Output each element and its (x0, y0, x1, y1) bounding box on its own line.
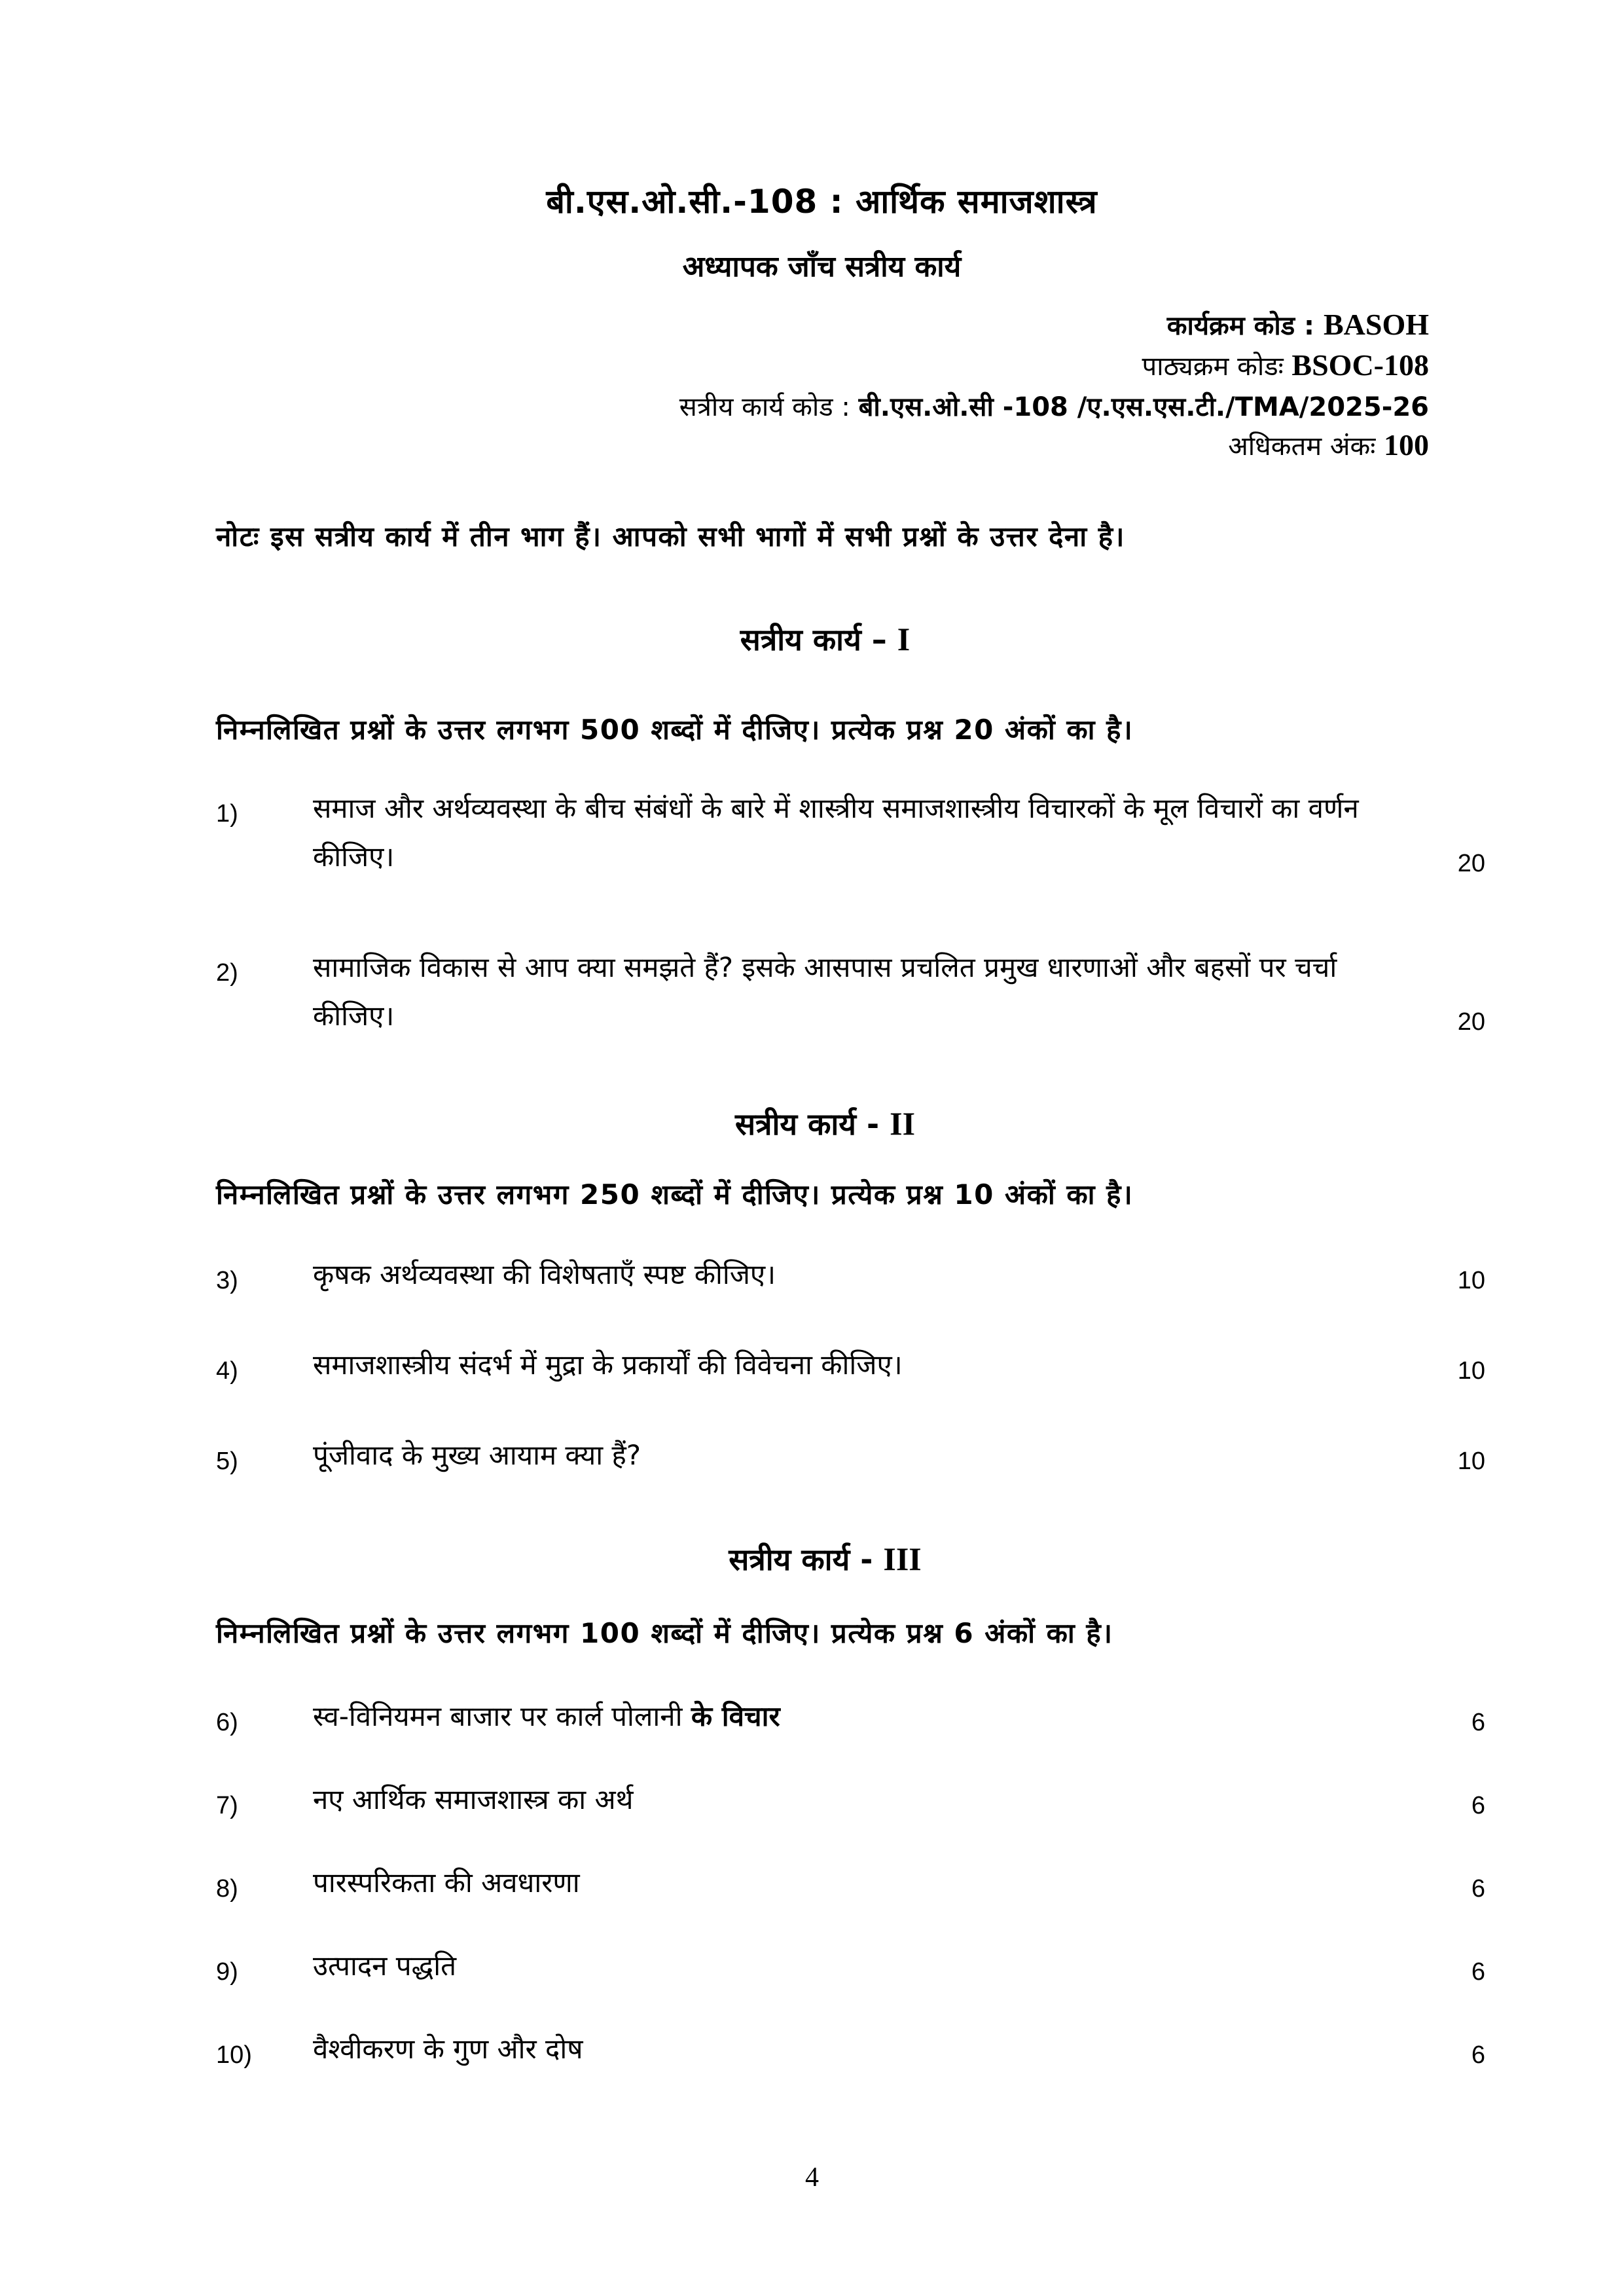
question-text-regular: स्व-विनियमन बाजार पर कार्ल पोलानी (313, 1700, 691, 1732)
assignment-code-value: बी.एस.ओ.सी -108 /ए.एस.एस.टी./TMA/2025-26 (858, 392, 1429, 422)
section-roman-numeral: I (897, 621, 911, 657)
max-marks-line (1228, 427, 1429, 463)
question-text: पूंजीवाद के मुख्य आयाम क्या हैं? (313, 1439, 641, 1471)
section-heading-label: सत्रीय कार्य - (729, 1542, 884, 1577)
question-number: 10) (216, 2041, 252, 2069)
section-heading-1 (0, 619, 1624, 659)
programme-code-label: कार्यक्रम कोड : (1166, 311, 1324, 341)
question-marks: 6 (1471, 1709, 1485, 1736)
question-marks: 6 (1471, 1875, 1485, 1903)
page-number: 4 (805, 2162, 819, 2193)
document-title: बी.एस.ओ.सी.-108 : आर्थिक समाजशास्त्र (546, 183, 1098, 221)
question-text (313, 1692, 1413, 1741)
section-heading-label: सत्रीय कार्य – (740, 622, 897, 657)
question-text: समाज और अर्थव्यवस्था के बीच संबंधों के बारे में शास्त्रीय समाजशास्त्रीय विचारकों के मूल विचारों का वर्णन कीजिए। (313, 792, 1359, 873)
course-code-label: पाठ्यक्रम कोडः (1142, 352, 1292, 382)
question-text: कृषक अर्थव्यवस्था की विशेषताएँ स्पष्ट कीजिए। (313, 1258, 776, 1290)
section-heading-2 (0, 1103, 1624, 1144)
question-number: 4) (216, 1357, 238, 1385)
question-number: 9) (216, 1958, 238, 1986)
document-subtitle: अध्यापक जाँच सत्रीय कार्य (682, 250, 962, 283)
question-text: नए आर्थिक समाजशास्त्र का अर्थ (313, 1783, 634, 1815)
question-text: वैश्वीकरण के गुण और दोष (313, 2033, 583, 2065)
section-instruction-1: निम्नलिखित प्रश्नों के उत्तर लगभग 500 शब्दों में दीजिए। प्रत्येक प्रश्न 20 अंकों का है। (216, 714, 1134, 746)
question-number: 8) (216, 1875, 238, 1903)
question-text: समाजशास्त्रीय संदर्भ में मुद्रा के प्रकार्यों की विवेचना कीजिए। (313, 1349, 903, 1381)
question-marks: 10 (1457, 1267, 1485, 1294)
section-heading-label: सत्रीय कार्य - (734, 1106, 890, 1142)
max-marks-value: 100 (1384, 428, 1429, 462)
section-roman-numeral: III (883, 1540, 922, 1577)
course-code-value: BSOC-108 (1291, 348, 1429, 382)
section-instruction-3: निम्नलिखित प्रश्नों के उत्तर लगभग 100 शब्दों में दीजिए। प्रत्येक प्रश्न 6 अंकों का है। (216, 1617, 1113, 1649)
assignment-code-label: सत्रीय कार्य कोड : (679, 392, 859, 422)
question-marks: 20 (1457, 1008, 1485, 1036)
question-number: 3) (216, 1267, 238, 1294)
question-number: 2) (216, 959, 238, 987)
course-code-line (1142, 347, 1429, 383)
question-number: 6) (216, 1709, 238, 1736)
question-marks: 10 (1457, 1357, 1485, 1385)
programme-code-value: BASOH (1323, 308, 1429, 341)
section-instruction-2: निम्नलिखित प्रश्नों के उत्तर लगभग 250 शब्दों में दीजिए। प्रत्येक प्रश्न 10 अंकों का है। (216, 1178, 1134, 1211)
question-marks: 10 (1457, 1448, 1485, 1475)
question-marks: 6 (1471, 2041, 1485, 2069)
question-number: 7) (216, 1792, 238, 1819)
question-marks: 6 (1471, 1958, 1485, 1986)
question-marks: 6 (1471, 1792, 1485, 1819)
assignment-code-line (679, 388, 1429, 424)
programme-code-line (1167, 306, 1429, 342)
section-heading-3 (0, 1539, 1624, 1579)
question-text-bold: के विचार (691, 1700, 780, 1732)
question-marks: 20 (1457, 850, 1485, 877)
assignment-note: नोटः इस सत्रीय कार्य में तीन भाग हैं। आपको सभी भागों में सभी प्रश्नों के उत्तर देना है। (216, 520, 1125, 553)
section-roman-numeral: II (890, 1105, 916, 1142)
question-text: पारस्परिकता की अवधारणा (313, 1867, 580, 1899)
question-text: सामाजिक विकास से आप क्या समझते हैं? इसके आसपास प्रचलित प्रमुख धारणाओं और बहसों पर चर्चा कीजिए। (313, 951, 1337, 1032)
question-number: 1) (216, 800, 238, 828)
question-number: 5) (216, 1448, 238, 1475)
max-marks-label: अधिकतम अंकः (1228, 431, 1384, 462)
question-text: उत्पादन पद्धति (313, 1950, 457, 1982)
